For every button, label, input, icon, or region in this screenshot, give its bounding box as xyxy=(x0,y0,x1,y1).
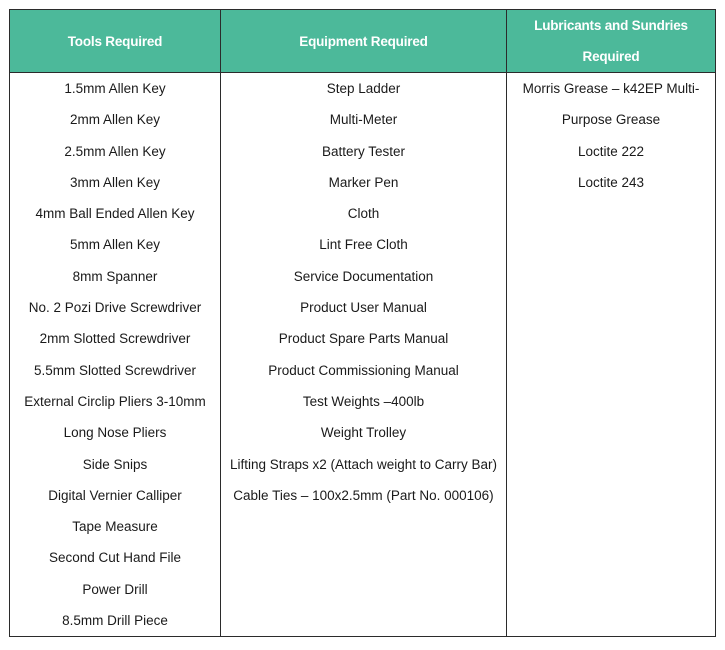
tool-item: 8mm Spanner xyxy=(72,268,158,284)
equipment-item: Product User Manual xyxy=(300,300,427,316)
tool-item: Power Drill xyxy=(82,581,148,597)
lubricants-header: Lubricants and Sundries Required xyxy=(507,10,716,73)
lubricant-item: Morris Grease – k42EP Multi-Purpose Grease xyxy=(522,81,700,128)
tools-list xyxy=(10,73,220,636)
tool-item: 4mm Ball Ended Allen Key xyxy=(35,206,195,222)
tool-item: Tape Measure xyxy=(72,519,158,535)
tool-item: 2.5mm Allen Key xyxy=(64,143,166,159)
tool-item: Second Cut Hand File xyxy=(48,550,182,566)
tool-item: 5mm Allen Key xyxy=(69,237,161,253)
requirements-table-container xyxy=(9,9,715,637)
equipment-item: Lint Free Cloth xyxy=(319,237,408,253)
equipment-item: Service Documentation xyxy=(293,268,434,284)
lubricants-cell xyxy=(507,73,716,637)
requirements-table xyxy=(9,9,716,637)
tools-cell xyxy=(10,73,221,637)
lubricant-item: Loctite 243 xyxy=(577,174,645,190)
tool-item: 3mm Allen Key xyxy=(69,174,161,190)
tool-item: 8.5mm Drill Piece xyxy=(62,613,168,629)
equipment-item: Lifting Straps x2 (Attach weight to Carry Bar) xyxy=(229,456,498,472)
tool-item: 2mm Slotted Screwdriver xyxy=(39,331,191,347)
equipment-cell xyxy=(221,73,507,637)
equipment-header: Equipment Required xyxy=(221,10,507,73)
equipment-item: Marker Pen xyxy=(328,174,399,190)
lubricant-item: Loctite 222 xyxy=(577,143,645,159)
tool-item: Side Snips xyxy=(82,456,148,472)
tool-item: No. 2 Pozi Drive Screwdriver xyxy=(28,300,202,316)
tools-header: Tools Required xyxy=(10,10,221,73)
equipment-item: Cloth xyxy=(347,206,380,222)
tool-item: 2mm Allen Key xyxy=(69,112,161,128)
tool-item: 1.5mm Allen Key xyxy=(64,81,166,96)
lubricants-list xyxy=(507,73,715,198)
equipment-list xyxy=(221,73,506,511)
equipment-item: Test Weights –400lb xyxy=(302,393,425,409)
tool-item: Digital Vernier Calliper xyxy=(48,487,182,503)
tool-item: Long Nose Pliers xyxy=(63,425,167,441)
equipment-item: Multi-Meter xyxy=(329,112,398,128)
equipment-item: Step Ladder xyxy=(326,81,401,96)
equipment-item: Cable Ties – 100x2.5mm (Part No. 000106) xyxy=(233,487,494,503)
tool-item: 5.5mm Slotted Screwdriver xyxy=(33,362,197,378)
equipment-item: Product Commissioning Manual xyxy=(268,362,459,378)
equipment-item: Battery Tester xyxy=(321,143,406,159)
equipment-item: Product Spare Parts Manual xyxy=(278,331,449,347)
tool-item: External Circlip Pliers 3-10mm xyxy=(24,393,206,409)
header-row xyxy=(10,10,716,73)
equipment-item: Weight Trolley xyxy=(320,425,407,441)
content-row xyxy=(10,73,716,637)
